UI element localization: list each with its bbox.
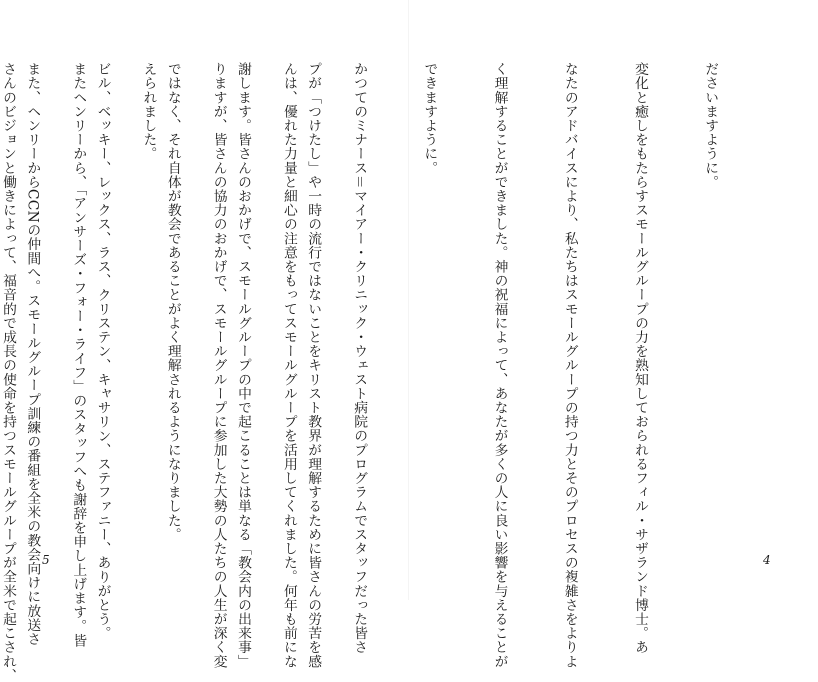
page-number: 4 bbox=[763, 553, 771, 567]
text-line: 変化と癒しをもたらすスモールグループの力を熟知しておられるフィル・サザランド博士。あ bbox=[631, 62, 648, 655]
text-line: またヘンリーから、「アンサーズ・フォー・ライフ」のスタッフへも謝辞を申し上げます。皆 bbox=[70, 62, 87, 648]
text-line: プが「つけたし」や一時の流行ではないことをキリスト教界が理解するために皆さんの労苦を感 bbox=[305, 62, 322, 669]
text-line: 謝します。皆さんのおかげで、スモールグループの中で起こることは単なる「教会内の出来事」 bbox=[234, 62, 251, 669]
text-line: また、ヘンリーからCCNの仲間へ。スモールグループ訓練の番組を全米の教会向けに放送さ bbox=[24, 62, 41, 646]
text-line: ではなく、それ自体が教会であることがよく理解されるようになりました。 bbox=[164, 62, 181, 542]
text-line: さんのビジョンと働きによって、福音的で成長の使命を持つスモールグループが全米で起こされ、 bbox=[0, 62, 16, 682]
text-line-names bbox=[90, 62, 113, 641]
text-line: なたのアドバイスにより、私たちはスモールグループの持つ力とそのプロセスの複雑さをよりよ bbox=[561, 62, 578, 669]
left-page-text bbox=[24, 62, 371, 669]
text-line: できますように。 bbox=[421, 62, 438, 175]
names-prefix: ビル、ベッキー、レックス、 bbox=[94, 62, 111, 246]
text-line: りますが、皆さんの協力のおかげで、スモールグループに参加した大勢の人たちの人生が深く変 bbox=[210, 62, 227, 669]
text-line: かつてのミナース＝マイアー・クリニック・ウェスト病院のプログラムでスタッフだった皆さ bbox=[351, 62, 368, 655]
text-line: んは、優れた力量と細心の注意をもってスモールグループを活用してくれました。何年も前にな bbox=[280, 62, 297, 669]
text-line: えられました。 bbox=[140, 62, 157, 161]
text-line: ださいますように。 bbox=[702, 62, 719, 189]
text-line: く理解することができました。神の祝福によって、あなたが多くの人に良い影響を与えることが bbox=[491, 62, 508, 669]
names: ラス、クリステン、キャサリン、ステファニー、ありがとう。 bbox=[94, 245, 111, 641]
page-number: 5 bbox=[42, 553, 50, 567]
